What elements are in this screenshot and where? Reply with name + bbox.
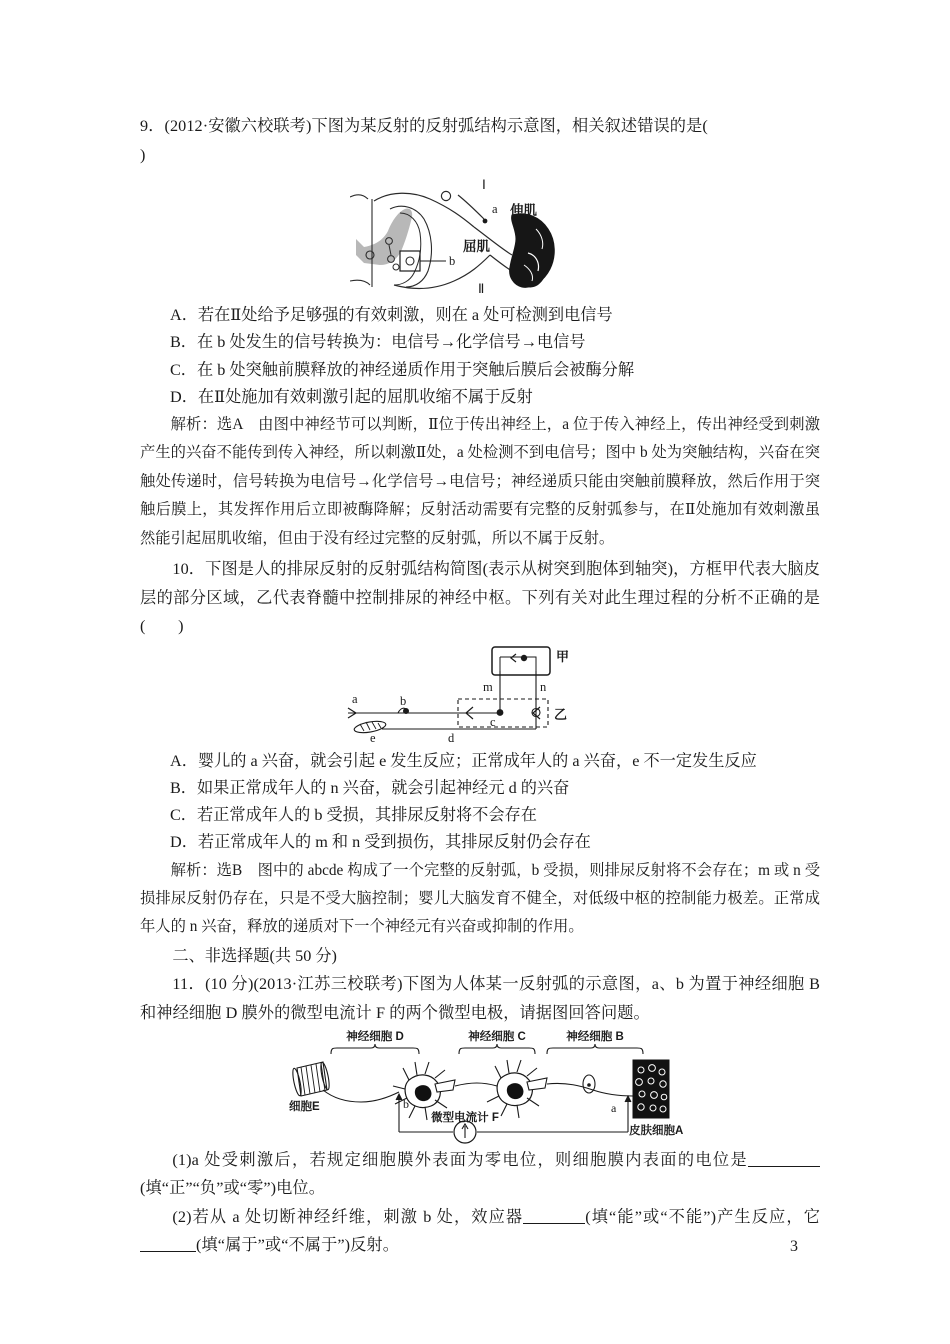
question-9-solution: 解析：选A 由图中神经节可以判断，Ⅱ位于传出神经上，a 位于传入神经上，传出神经受到刺激产生的兴奋不能传到传入神经，所以刺激Ⅱ处，a 处检测不到电信号；图中 b 处为突触结构，兴奋在突触处传递时，信号转换为电信号→化学信号→电信号；神经递质只能由突触前膜释放，然后作用于突触后膜上，其发挥作用后立即被酶降解；反射活动需要有完整的反射弧参与，在Ⅱ处施加有效刺激虽然能引起屈肌收缩，但由于没有经过完整的反射弧，所以不属于反射。 bbox=[140, 416, 820, 547]
axon-d-to-c bbox=[455, 1083, 497, 1086]
urination-reflex-svg bbox=[340, 641, 600, 743]
interneuron-soma-3 bbox=[393, 264, 399, 270]
option-d: D．在Ⅱ处施加有效刺激引起的屈肌收缩不属于反射 bbox=[170, 387, 533, 406]
brace-b bbox=[547, 1044, 643, 1054]
cord-outline-bottom bbox=[350, 280, 370, 285]
point-a-marker bbox=[483, 219, 488, 224]
option-d: D．若正常成年人的 m 和 n 受到损伤，其排尿反射仍会存在 bbox=[170, 833, 591, 852]
label-jia: 甲 bbox=[556, 648, 570, 664]
brace-d bbox=[331, 1044, 419, 1054]
page-content bbox=[140, 112, 820, 1260]
figure-urination-reflex bbox=[140, 641, 820, 745]
axon-e-to-d bbox=[323, 1090, 399, 1102]
sub1-answer-blank[interactable] bbox=[748, 1152, 820, 1167]
label-e2: e bbox=[370, 730, 376, 743]
label-b: b bbox=[449, 254, 456, 269]
label-flexor: 屈肌 bbox=[463, 239, 490, 255]
sub2-mid-text: (填“能”或“不能”)产生反应，它 bbox=[585, 1207, 820, 1226]
reflex-arc-svg bbox=[350, 169, 600, 297]
question-10-options bbox=[140, 748, 820, 857]
label-a2: a bbox=[352, 691, 358, 706]
jia-dendrite-arrow bbox=[511, 654, 516, 662]
option-b: B．在 b 处发生的信号转换为：电信号→化学信号→电信号 bbox=[170, 333, 586, 352]
axon-node-dot bbox=[587, 1083, 591, 1087]
box-jia bbox=[492, 647, 550, 675]
sub2-answer-blank-1[interactable] bbox=[523, 1209, 585, 1224]
dorsal-root-ganglion bbox=[441, 192, 450, 201]
jia-neuron-soma bbox=[521, 655, 527, 661]
question-10-stem bbox=[140, 555, 820, 641]
label-cell-b: 神经细胞 B bbox=[566, 1030, 624, 1043]
question-11-stem: 11．(10 分)(2013·江苏三校联考)下图为人体某一反射弧的示意图，a、b 为置于神经细胞 B 和神经细胞 D 膜外的微型电流计 F 的两个微型电极，请据图回答问题。 bbox=[140, 975, 820, 1023]
node-c bbox=[497, 709, 504, 716]
cord-outline-top bbox=[350, 195, 368, 199]
label-n: n bbox=[540, 679, 547, 694]
label-cell-d: 神经细胞 D bbox=[346, 1030, 404, 1043]
question-10-stem-text: 10．下图是人的排尿反射的反射弧结构简图(表示从树突到胞体到轴突)，方框甲代表大脑皮层的部分区域，乙代表脊髓中控制排尿的神经中枢。下列有关对此生理过程的分析不正确的是( bbox=[140, 560, 820, 636]
option-c: C．在 b 处突触前膜释放的神经递质作用于突触后膜后会被酶分解 bbox=[170, 360, 635, 379]
label-galvanometer: 微型电流计 F bbox=[431, 1111, 499, 1124]
sub1-post-text: (填“正”“负”或“零”)电位。 bbox=[140, 1179, 325, 1198]
label-electrode-a: a bbox=[611, 1100, 617, 1115]
option-a: A．婴儿的 a 兴奋，就会引起 e 发生反应；正常成年人的 a 兴奋，e 不一定发生反应 bbox=[170, 751, 757, 770]
jia-inner-path bbox=[500, 657, 536, 671]
question-11-sub2 bbox=[140, 1203, 820, 1260]
dorsal-root-arc bbox=[374, 193, 474, 227]
question-9-options bbox=[140, 302, 820, 411]
skin-cell-a bbox=[633, 1060, 669, 1118]
question-9-stem bbox=[140, 112, 820, 169]
figure-reflex-arc bbox=[140, 169, 820, 299]
sub2-pre-text: (2)若从 a 处切断神经纤维，刺激 b 处，效应器 bbox=[172, 1207, 524, 1226]
label-electrode-b: b bbox=[403, 1096, 409, 1111]
page-number: 3 bbox=[790, 1238, 798, 1255]
label-d2: d bbox=[448, 730, 455, 743]
question-10-stem-tail: ) bbox=[145, 617, 184, 636]
synapse-soma bbox=[406, 257, 414, 265]
section-2-title: 二、非选择题(共 50 分) bbox=[172, 946, 337, 965]
afferent-fiber bbox=[458, 195, 484, 219]
question-10-solution: 解析：选B 图中的 abcde 构成了一个完整的反射弧，b 受损，则排尿反射将不会存在；m 或 n 受损排尿反射仍存在，只是不受大脑控制；婴儿大脑发育不健全，对低级中枢的控制能力极差。正常成年人的 n 兴奋，释放的递质对下一个神经元有兴奋或抑制的作用。 bbox=[140, 861, 820, 936]
neuron-c bbox=[487, 1060, 547, 1118]
option-a: A．若在Ⅱ处给予足够强的有效刺激，则在 a 处可检测到电信号 bbox=[170, 306, 613, 325]
neuron-chain-svg bbox=[275, 1028, 695, 1146]
option-b: B．如果正常成年人的 n 兴奋，就会引起神经元 d 的兴奋 bbox=[170, 779, 570, 798]
label-extensor: 伸肌 bbox=[510, 203, 537, 219]
question-9-stem-text: 9．(2012·安徽六校联考)下图为某反射的反射弧结构示意图，相关叙述错误的是( bbox=[140, 117, 708, 135]
label-roman-one: Ⅰ bbox=[482, 177, 486, 193]
efferent-fiber bbox=[394, 255, 490, 288]
label-yi: 乙 bbox=[554, 706, 568, 722]
label-a: a bbox=[492, 202, 498, 217]
figure-neuron-chain bbox=[140, 1028, 820, 1146]
electrode-a-tip bbox=[625, 1096, 631, 1102]
gray-matter-left bbox=[356, 209, 412, 266]
electrode-b-tip bbox=[396, 1094, 402, 1100]
label-b2: b bbox=[400, 693, 407, 708]
synapse-box bbox=[400, 251, 420, 271]
label-cell-c: 神经细胞 C bbox=[468, 1030, 526, 1043]
sub2-answer-blank-2[interactable] bbox=[140, 1237, 196, 1252]
label-roman-two: Ⅱ bbox=[478, 281, 485, 297]
label-skin-cell: 皮肤细胞A bbox=[629, 1124, 684, 1137]
option-c: C．若正常成年人的 b 受损，其排尿反射将不会存在 bbox=[170, 806, 537, 825]
label-c2: c bbox=[490, 714, 496, 729]
question-11-sub1 bbox=[140, 1146, 820, 1203]
label-cell-e: 细胞E bbox=[289, 1100, 320, 1113]
brace-c bbox=[459, 1044, 535, 1054]
question-9-stem-tail: ) bbox=[140, 145, 146, 164]
sub1-pre-text: (1)a 处受刺激后，若规定细胞膜外表面为零电位，则细胞膜内表面的电位是 bbox=[172, 1150, 748, 1169]
sub2-post-text: (填“属于”或“不属于”)反射。 bbox=[196, 1236, 399, 1255]
label-m: m bbox=[483, 679, 493, 694]
